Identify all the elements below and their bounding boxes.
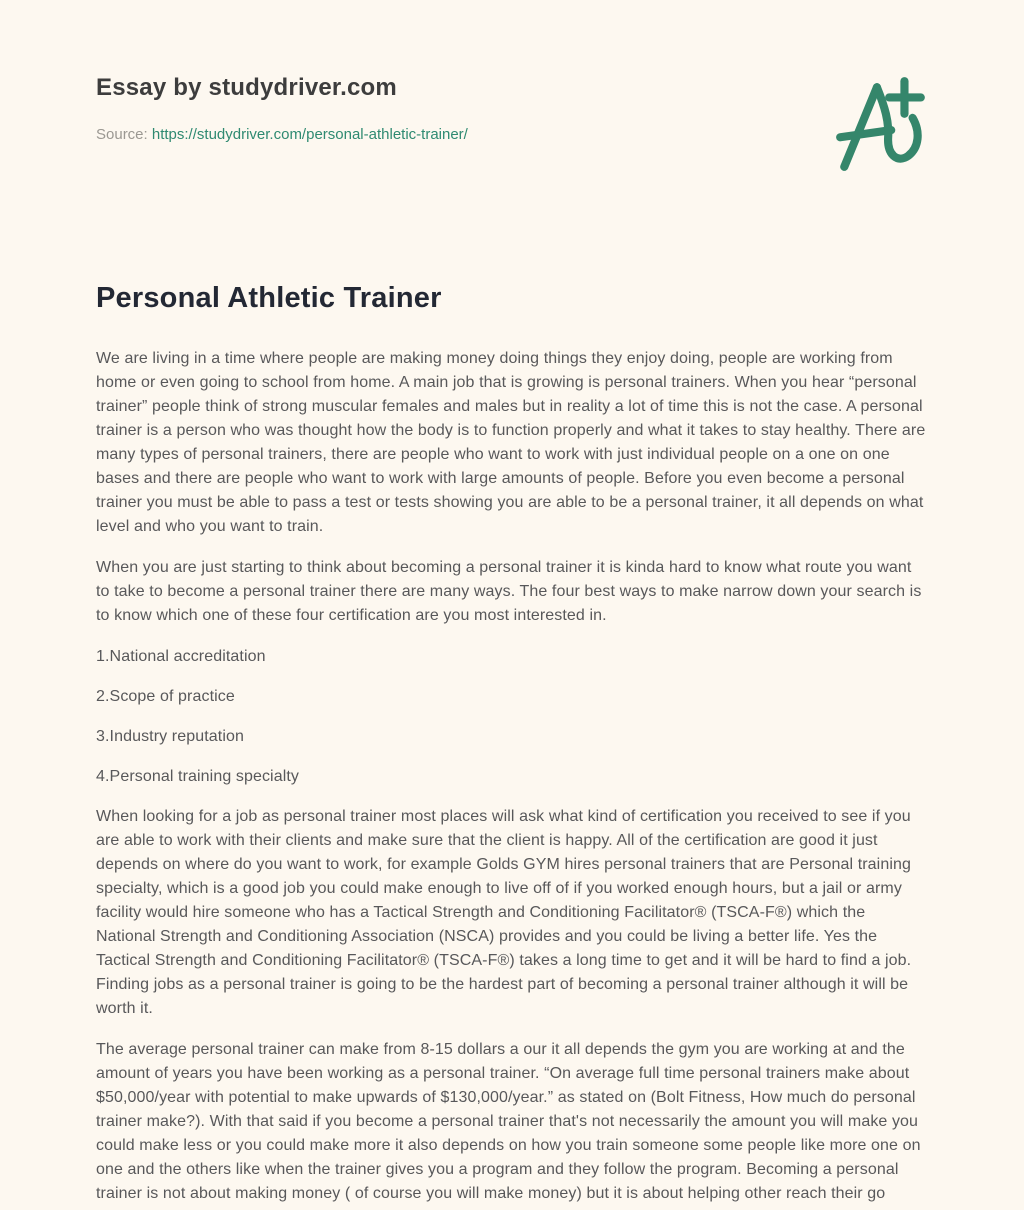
- paragraph-intro: We are living in a time where people are making money doing things they enjoy doing, people are working from home or even going to school from home. A main job that is growing is personal trainers. When you hear “personal trainer” people think of strong muscular females and males but in reality a lot of time this is not the case. A personal trainer is a person who was thought how the body is to function properly and what it takes to stay healthy. There are many types of personal trainers, there are people who want to work with just individual people on a one on one bases and there are people who want to work with large amounts of people. Before you even become a personal trainer you must be able to pass a test or tests showing you are able to be a personal trainer, it all depends on what level and who you want to train.: [96, 350, 926, 535]
- certification-list: [96, 645, 928, 789]
- list-item: 3.Industry reputation: [96, 728, 244, 745]
- paragraph-getting-started: When you are just starting to think about becoming a personal trainer it is kinda hard to know what route you want to take to become a personal trainer there are many ways. The four best ways to make narrow down your search is to know which one of these four certification are you most interested in.: [96, 559, 922, 624]
- page-header: [0, 0, 1024, 176]
- essay-by-heading: Essay by studydriver.com: [96, 74, 397, 101]
- document-body: [96, 347, 928, 1206]
- document-title: Personal Athletic Trainer: [96, 282, 442, 314]
- list-item: 1.National accreditation: [96, 648, 266, 665]
- list-item: 4.Personal training specialty: [96, 768, 300, 785]
- paragraph-job-search: When looking for a job as personal trainer most places will ask what kind of certification you received to see if you are able to work with their clients and make sure that the client is happy. All of the certification are good it just depends on where do you want to work, for example Golds GYM hires personal trainers that are Personal training specialty, which is a good job you could make enough to live off of if you worked enough hours, but a jail or army facility would hire someone who has a Tactical Strength and Conditioning Facilitator® (TSCA-F®) which the National Strength and Conditioning Association (NSCA) provides and you could be living a better life. Yes the Tactical Strength and Conditioning Facilitator® (TSCA-F®) takes a long time to get and it will be hard to find a job. Finding jobs as a personal trainer is going to be the hardest part of becoming a personal trainer although it will be worth it.: [96, 808, 912, 1017]
- paragraph-salary: The average personal trainer can make from 8-15 dollars a our it all depends the gym you are working at and the amount of years you have been working as a personal trainer. “On average full time personal trainers make about $50,000/year with potential to make upwards of $130,000/year.” as stated on (Bolt Fitness, How much do personal trainer make?). With that said if you become a personal trainer that's not necessarily the amount you will make you could make less or you could make more it also depends on how you train someone some people like more one on one and the others like when the trainer gives you a program and they follow the program. Becoming a personal trainer is not about making money ( of course you will make money) but it is about helping other reach their go: [96, 1041, 921, 1202]
- source-label: Source:: [96, 126, 148, 143]
- list-item: 2.Scope of practice: [96, 688, 235, 705]
- header-text-block: [96, 70, 468, 143]
- source-link[interactable]: https://studydriver.com/personal-athletic-trainer/: [151, 126, 468, 143]
- a-plus-logo-icon: [830, 72, 932, 176]
- source-line: [96, 126, 468, 143]
- article: [0, 282, 1024, 1206]
